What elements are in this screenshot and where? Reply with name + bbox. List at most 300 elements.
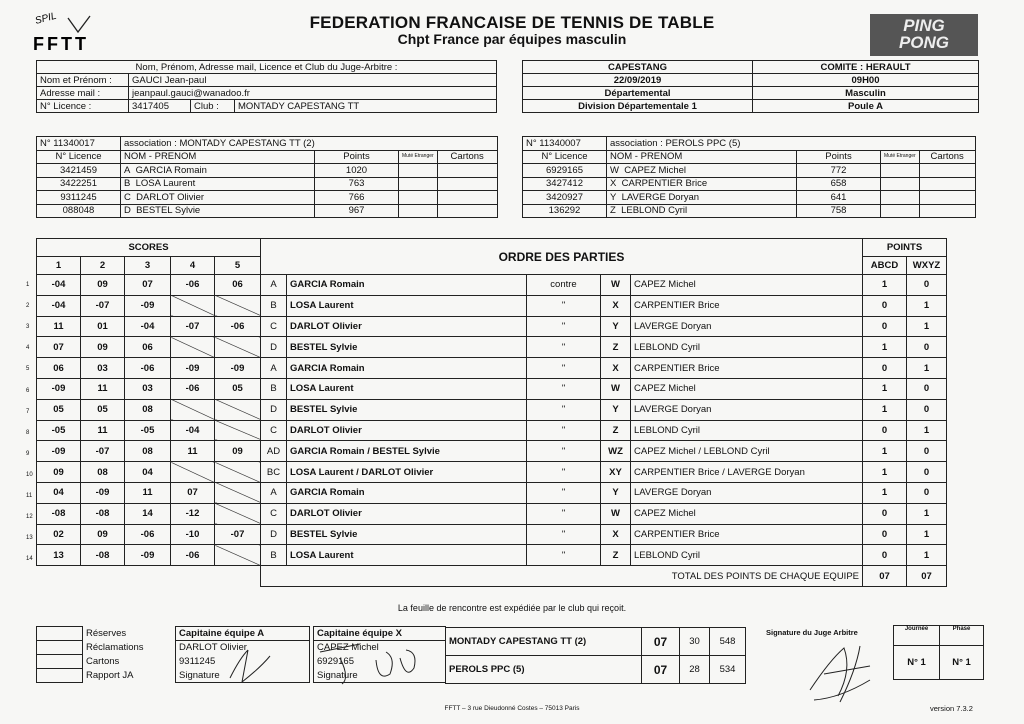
set-score (171, 295, 215, 316)
set-score (215, 545, 261, 566)
player-x-letter: X (601, 524, 631, 545)
legend-reclamations: Réclamations (86, 642, 144, 653)
row-number: 3 (26, 324, 30, 331)
abcd-header: ABCD (863, 257, 907, 275)
player-a-letter: D (261, 337, 287, 358)
set-score: 05 (37, 399, 81, 420)
match-date: 22/09/2019 (523, 74, 753, 87)
result-abcd: 1 (863, 378, 907, 399)
row-number: 8 (26, 429, 30, 436)
logo-ping: PING (903, 16, 945, 35)
result-abcd: 1 (863, 462, 907, 483)
team-a-player-name (121, 191, 315, 205)
set-score: -06 (125, 358, 171, 379)
player-x-name: LEBLOND Cyril (631, 420, 863, 441)
order-header: ORDRE DES PARTIES (261, 239, 863, 275)
captain-a-name: DARLOT Olivier (176, 641, 310, 655)
page-subtitle: Chpt France par équipes masculin (397, 31, 627, 47)
row-number: 12 (26, 514, 33, 521)
team-x-name-header: NOM - PRENOM (607, 150, 797, 164)
player-x-name: LEBLOND Cyril (631, 545, 863, 566)
player-x-name: CAPEZ Michel / LEBLOND Cyril (631, 441, 863, 462)
total-abcd: 07 (863, 566, 907, 587)
team-x-player-cartons (919, 191, 975, 205)
game-row (37, 358, 947, 379)
team-x-number: N° 11340007 (523, 137, 607, 151)
result-abcd: 0 (863, 420, 907, 441)
set-score: -09 (215, 358, 261, 379)
set-score: -07 (81, 295, 125, 316)
result-wxyz: 0 (907, 337, 947, 358)
result-abcd: 1 (863, 441, 907, 462)
set-score: -07 (81, 441, 125, 462)
team-x-player-points: 772 (797, 164, 881, 178)
set-score: 01 (81, 316, 125, 337)
referee-club-label: Club : (191, 100, 235, 113)
game-row (37, 378, 947, 399)
referee-signature (800, 640, 880, 706)
result-wxyz: 0 (907, 378, 947, 399)
versus-label: " (527, 545, 601, 566)
set-score: 04 (37, 482, 81, 503)
match-comite: COMITE : HERAULT (753, 61, 979, 74)
result-team-a-sets: 30 (680, 628, 710, 656)
set-score: -08 (81, 545, 125, 566)
row-number: 7 (26, 408, 30, 415)
team-x-player-points: 758 (797, 204, 881, 218)
set-score: -09 (125, 295, 171, 316)
result-abcd: 0 (863, 545, 907, 566)
team-x-player-mute (881, 204, 920, 218)
result-wxyz: 0 (907, 275, 947, 296)
captain-a-title: Capitaine équipe A (176, 627, 310, 641)
referee-box (36, 60, 497, 113)
points-header: POINTS (863, 239, 947, 257)
player-x-letter: Y (601, 482, 631, 503)
set-score: 09 (37, 462, 81, 483)
team-x-player-licence: 136292 (523, 204, 607, 218)
team-x-player-licence: 6929165 (523, 164, 607, 178)
set-score: 02 (37, 524, 81, 545)
set-score: -09 (37, 378, 81, 399)
total-row (37, 566, 947, 587)
set-4-header: 4 (171, 257, 215, 275)
team-a-points-header: Points (315, 150, 399, 164)
team-x-player-cartons (919, 177, 975, 191)
player-name: LEBLOND Cyril (621, 205, 688, 217)
player-a-name: LOSA Laurent (287, 378, 527, 399)
player-x-name: LAVERGE Doryan (631, 316, 863, 337)
team-x-player-mute (881, 191, 920, 205)
team-a-table (36, 136, 498, 218)
player-a-letter: A (261, 482, 287, 503)
team-a-player-cartons (437, 204, 497, 218)
set-score: 09 (81, 275, 125, 296)
player-name: LOSA Laurent (135, 178, 196, 190)
footer-note: La feuille de rencontre est expédiée par le club qui reçoit. (397, 603, 627, 613)
result-team-x-sets: 28 (680, 656, 710, 684)
player-x-letter: W (601, 378, 631, 399)
player-x-name: CARPENTIER Brice (631, 524, 863, 545)
phase-label: Phase (940, 626, 984, 646)
match-venue: CAPESTANG (523, 61, 753, 74)
game-row (37, 503, 947, 524)
team-a-player-licence: 088048 (37, 204, 121, 218)
set-2-header: 2 (81, 257, 125, 275)
player-a-name: GARCIA Romain / BESTEL Sylvie (287, 441, 527, 462)
set-score: 11 (81, 378, 125, 399)
row-number: 6 (26, 387, 30, 394)
set-score (171, 337, 215, 358)
set-score: -08 (81, 503, 125, 524)
player-x-letter: Z (601, 337, 631, 358)
player-a-letter: BC (261, 462, 287, 483)
result-wxyz: 1 (907, 316, 947, 337)
referee-name-value: GAUCI Jean-paul (129, 74, 497, 87)
row-number: 14 (26, 556, 33, 563)
set-score (171, 462, 215, 483)
set-score: 07 (37, 337, 81, 358)
player-x-letter: WZ (601, 441, 631, 462)
legend-rapport: Rapport JA (86, 670, 134, 681)
player-a-name: LOSA Laurent (287, 545, 527, 566)
journee-value: N° 1 (894, 646, 940, 680)
match-category: Masculin (753, 87, 979, 100)
set-score: 03 (125, 378, 171, 399)
player-a-name: GARCIA Romain (287, 482, 527, 503)
player-x-letter: XY (601, 462, 631, 483)
player-a-letter: AD (261, 441, 287, 462)
game-row (37, 462, 947, 483)
captain-x-title: Capitaine équipe X (314, 627, 446, 641)
player-x-name: CAPEZ Michel (631, 503, 863, 524)
team-a-player-points: 766 (315, 191, 399, 205)
set-score: -09 (37, 441, 81, 462)
set-score: -05 (37, 420, 81, 441)
player-x-letter: Y (601, 399, 631, 420)
player-letter: D (124, 205, 131, 217)
set-3-header: 3 (125, 257, 171, 275)
team-a-player-licence: 3422251 (37, 177, 121, 191)
captain-a-licence: 9311245 (176, 655, 310, 669)
set-score: -10 (171, 524, 215, 545)
team-a-player-points: 967 (315, 204, 399, 218)
player-a-name: DARLOT Olivier (287, 420, 527, 441)
team-x-player-name (607, 204, 797, 218)
result-wxyz: 1 (907, 358, 947, 379)
game-row (37, 337, 947, 358)
match-info-box (522, 60, 979, 113)
match-level: Départemental (523, 87, 753, 100)
set-score (215, 503, 261, 524)
set-score (215, 462, 261, 483)
set-score (215, 420, 261, 441)
legend-box-2 (37, 641, 83, 655)
version-label: version 7.3.2 (930, 704, 973, 713)
match-time: 09H00 (753, 74, 979, 87)
result-team-x-score: 07 (642, 656, 680, 684)
result-wxyz: 1 (907, 503, 947, 524)
game-row (37, 275, 947, 296)
set-score: 09 (215, 441, 261, 462)
team-x-table (522, 136, 976, 218)
player-x-letter: Z (601, 420, 631, 441)
row-number: 13 (26, 535, 33, 542)
set-score: -06 (215, 316, 261, 337)
team-x-player-cartons (919, 164, 975, 178)
result-team-x-points: 534 (710, 656, 746, 684)
player-x-letter: Z (601, 545, 631, 566)
result-wxyz: 1 (907, 295, 947, 316)
result-abcd: 0 (863, 503, 907, 524)
versus-label: " (527, 378, 601, 399)
result-abcd: 1 (863, 337, 907, 358)
set-score: 13 (37, 545, 81, 566)
set-score: -04 (125, 316, 171, 337)
set-score: -06 (171, 378, 215, 399)
set-score: 09 (81, 337, 125, 358)
referee-licence-label: N° Licence : (37, 100, 129, 113)
player-letter: W (610, 164, 619, 176)
journee-phase-box (893, 625, 984, 680)
set-score: -04 (37, 295, 81, 316)
player-x-name: LAVERGE Doryan (631, 399, 863, 420)
result-abcd: 1 (863, 482, 907, 503)
team-a-player-points: 1020 (315, 164, 399, 178)
wxyz-header: WXYZ (907, 257, 947, 275)
versus-label: " (527, 503, 601, 524)
referee-signature-label: Signature du Juge Arbitre (766, 628, 858, 637)
player-a-name: DARLOT Olivier (287, 316, 527, 337)
player-a-letter: B (261, 378, 287, 399)
set-score: 11 (125, 482, 171, 503)
player-x-name: CAPEZ Michel (631, 378, 863, 399)
player-x-name: CARPENTIER Brice (631, 358, 863, 379)
referee-licence-value: 3417405 (129, 100, 191, 113)
set-score: -04 (171, 420, 215, 441)
team-x-player-points: 641 (797, 191, 881, 205)
set-score (215, 337, 261, 358)
player-a-letter: A (261, 358, 287, 379)
total-spacer (37, 566, 261, 587)
versus-label: " (527, 420, 601, 441)
versus-label: contre (527, 275, 601, 296)
set-score: 08 (125, 399, 171, 420)
result-wxyz: 0 (907, 462, 947, 483)
player-a-letter: C (261, 420, 287, 441)
journee-label: Journée (894, 626, 940, 646)
player-x-name: CAPEZ Michel (631, 275, 863, 296)
game-row (37, 295, 947, 316)
player-name: BESTEL Sylvie (136, 205, 201, 217)
captain-signatures (200, 638, 440, 688)
row-number: 4 (26, 345, 30, 352)
versus-label: " (527, 441, 601, 462)
team-x-player-name (607, 191, 797, 205)
player-letter: B (124, 178, 131, 190)
set-score: 04 (125, 462, 171, 483)
set-score: -09 (171, 358, 215, 379)
player-a-name: BESTEL Sylvie (287, 399, 527, 420)
player-a-letter: A (261, 275, 287, 296)
set-score: -09 (125, 545, 171, 566)
player-name: LAVERGE Doryan (621, 191, 700, 203)
logo-pong: PONG (898, 33, 950, 52)
game-row (37, 524, 947, 545)
team-x-player-cartons (919, 204, 975, 218)
set-score: -09 (81, 482, 125, 503)
set-score: 08 (81, 462, 125, 483)
team-a-player-name (121, 164, 315, 178)
team-x-player-licence: 3427412 (523, 177, 607, 191)
result-wxyz: 0 (907, 441, 947, 462)
player-a-letter: D (261, 524, 287, 545)
game-row (37, 420, 947, 441)
result-abcd: 0 (863, 358, 907, 379)
player-x-name: CARPENTIER Brice / LAVERGE Doryan (631, 462, 863, 483)
scores-header: SCORES (37, 239, 261, 257)
player-letter: X (610, 178, 617, 190)
versus-label: " (527, 316, 601, 337)
match-poule: Poule A (753, 100, 979, 113)
legend-box (36, 626, 173, 683)
player-x-letter: X (601, 358, 631, 379)
row-number: 10 (26, 471, 33, 478)
set-score: 07 (125, 275, 171, 296)
set-score: -08 (37, 503, 81, 524)
team-a-player-mute (399, 191, 438, 205)
result-team-a-name: MONTADY CAPESTANG TT (2) (446, 628, 642, 656)
set-score (215, 399, 261, 420)
game-row (37, 441, 947, 462)
team-x-player-licence: 3420927 (523, 191, 607, 205)
player-x-name: LAVERGE Doryan (631, 482, 863, 503)
player-name: CAPEZ Michel (624, 164, 687, 176)
set-score: -05 (125, 420, 171, 441)
team-a-player-licence: 9311245 (37, 191, 121, 205)
legend-box-1 (37, 627, 83, 641)
total-label: TOTAL DES POINTS DE CHAQUE EQUIPE (261, 566, 863, 587)
result-team-a-score: 07 (642, 628, 680, 656)
set-score: 11 (81, 420, 125, 441)
page-title: FEDERATION FRANCAISE DE TENNIS DE TABLE (309, 13, 715, 32)
player-a-name: BESTEL Sylvie (287, 337, 527, 358)
row-number: 1 (26, 282, 30, 288)
referee-club-value: MONTADY CAPESTANG TT (235, 100, 497, 113)
result-abcd: 1 (863, 399, 907, 420)
team-a-licence-header: N° Licence (37, 150, 121, 164)
team-x-mute-header: Muté Etranger (881, 150, 920, 164)
set-score: -06 (125, 524, 171, 545)
match-division: Division Départementale 1 (523, 100, 753, 113)
set-score: 14 (125, 503, 171, 524)
versus-label: " (527, 399, 601, 420)
total-wxyz: 07 (907, 566, 947, 587)
team-a-number: N° 11340017 (37, 137, 121, 151)
captain-x-signature: Signature (314, 669, 446, 683)
team-x-licence-header: N° Licence (523, 150, 607, 164)
row-number: 9 (26, 450, 30, 457)
legend-box-4 (37, 669, 83, 683)
result-team-x-name: PEROLS PPC (5) (446, 656, 642, 684)
set-score: 11 (37, 316, 81, 337)
fftt-address: FFTT – 3 rue Dieudonné Costes – 75013 Paris (444, 705, 580, 712)
set-score: 05 (215, 378, 261, 399)
team-x-points-header: Points (797, 150, 881, 164)
game-row (37, 482, 947, 503)
team-a-mute-header: Muté Etranger (399, 150, 438, 164)
set-1-header: 1 (37, 257, 81, 275)
captain-x-name: CAPEZ Michel (314, 641, 446, 655)
player-a-name: GARCIA Romain (287, 275, 527, 296)
player-name: DARLOT Olivier (136, 191, 205, 203)
set-score: -06 (171, 275, 215, 296)
versus-label: " (527, 337, 601, 358)
legend-box-3 (37, 655, 83, 669)
player-x-name: LEBLOND Cyril (631, 337, 863, 358)
legend-reserves: Réserves (86, 628, 127, 639)
result-abcd: 0 (863, 295, 907, 316)
ping-pong-logo (870, 14, 978, 56)
set-score: -07 (215, 524, 261, 545)
player-letter: Y (610, 191, 617, 203)
player-a-name: LOSA Laurent (287, 295, 527, 316)
set-score: 06 (125, 337, 171, 358)
team-x-player-name (607, 177, 797, 191)
versus-label: " (527, 358, 601, 379)
player-letter: C (124, 191, 131, 203)
player-letter: A (124, 164, 131, 176)
player-a-name: DARLOT Olivier (287, 503, 527, 524)
team-a-player-points: 763 (315, 177, 399, 191)
captain-a-signature: Signature (176, 669, 310, 683)
row-number: 11 (26, 493, 33, 499)
set-score: 08 (125, 441, 171, 462)
set-score: 05 (81, 399, 125, 420)
result-abcd: 1 (863, 275, 907, 296)
team-x-player-points: 658 (797, 177, 881, 191)
set-5-header: 5 (215, 257, 261, 275)
team-a-association: association : MONTADY CAPESTANG TT (2) (121, 137, 498, 151)
player-a-letter: C (261, 503, 287, 524)
set-score: 07 (171, 482, 215, 503)
referee-email-value: jeanpaul.gauci@wanadoo.fr (129, 87, 497, 100)
team-a-name-header: NOM - PRENOM (121, 150, 315, 164)
result-abcd: 0 (863, 316, 907, 337)
team-a-player-cartons (437, 191, 497, 205)
player-x-letter: W (601, 275, 631, 296)
player-a-letter: B (261, 545, 287, 566)
player-a-letter: C (261, 316, 287, 337)
phase-value: N° 1 (940, 646, 984, 680)
result-team-a-points: 548 (710, 628, 746, 656)
referee-email-label: Adresse mail : (37, 87, 129, 100)
set-score: 11 (171, 441, 215, 462)
team-x-player-name (607, 164, 797, 178)
versus-label: " (527, 295, 601, 316)
player-name: GARCIA Romain (135, 164, 207, 176)
result-wxyz: 1 (907, 524, 947, 545)
result-wxyz: 0 (907, 482, 947, 503)
versus-label: " (527, 482, 601, 503)
player-a-name: BESTEL Sylvie (287, 524, 527, 545)
result-wxyz: 1 (907, 545, 947, 566)
set-score: -12 (171, 503, 215, 524)
team-x-player-mute (881, 164, 920, 178)
set-score: 09 (81, 524, 125, 545)
team-a-player-mute (399, 164, 438, 178)
team-x-association: association : PEROLS PPC (5) (607, 137, 976, 151)
